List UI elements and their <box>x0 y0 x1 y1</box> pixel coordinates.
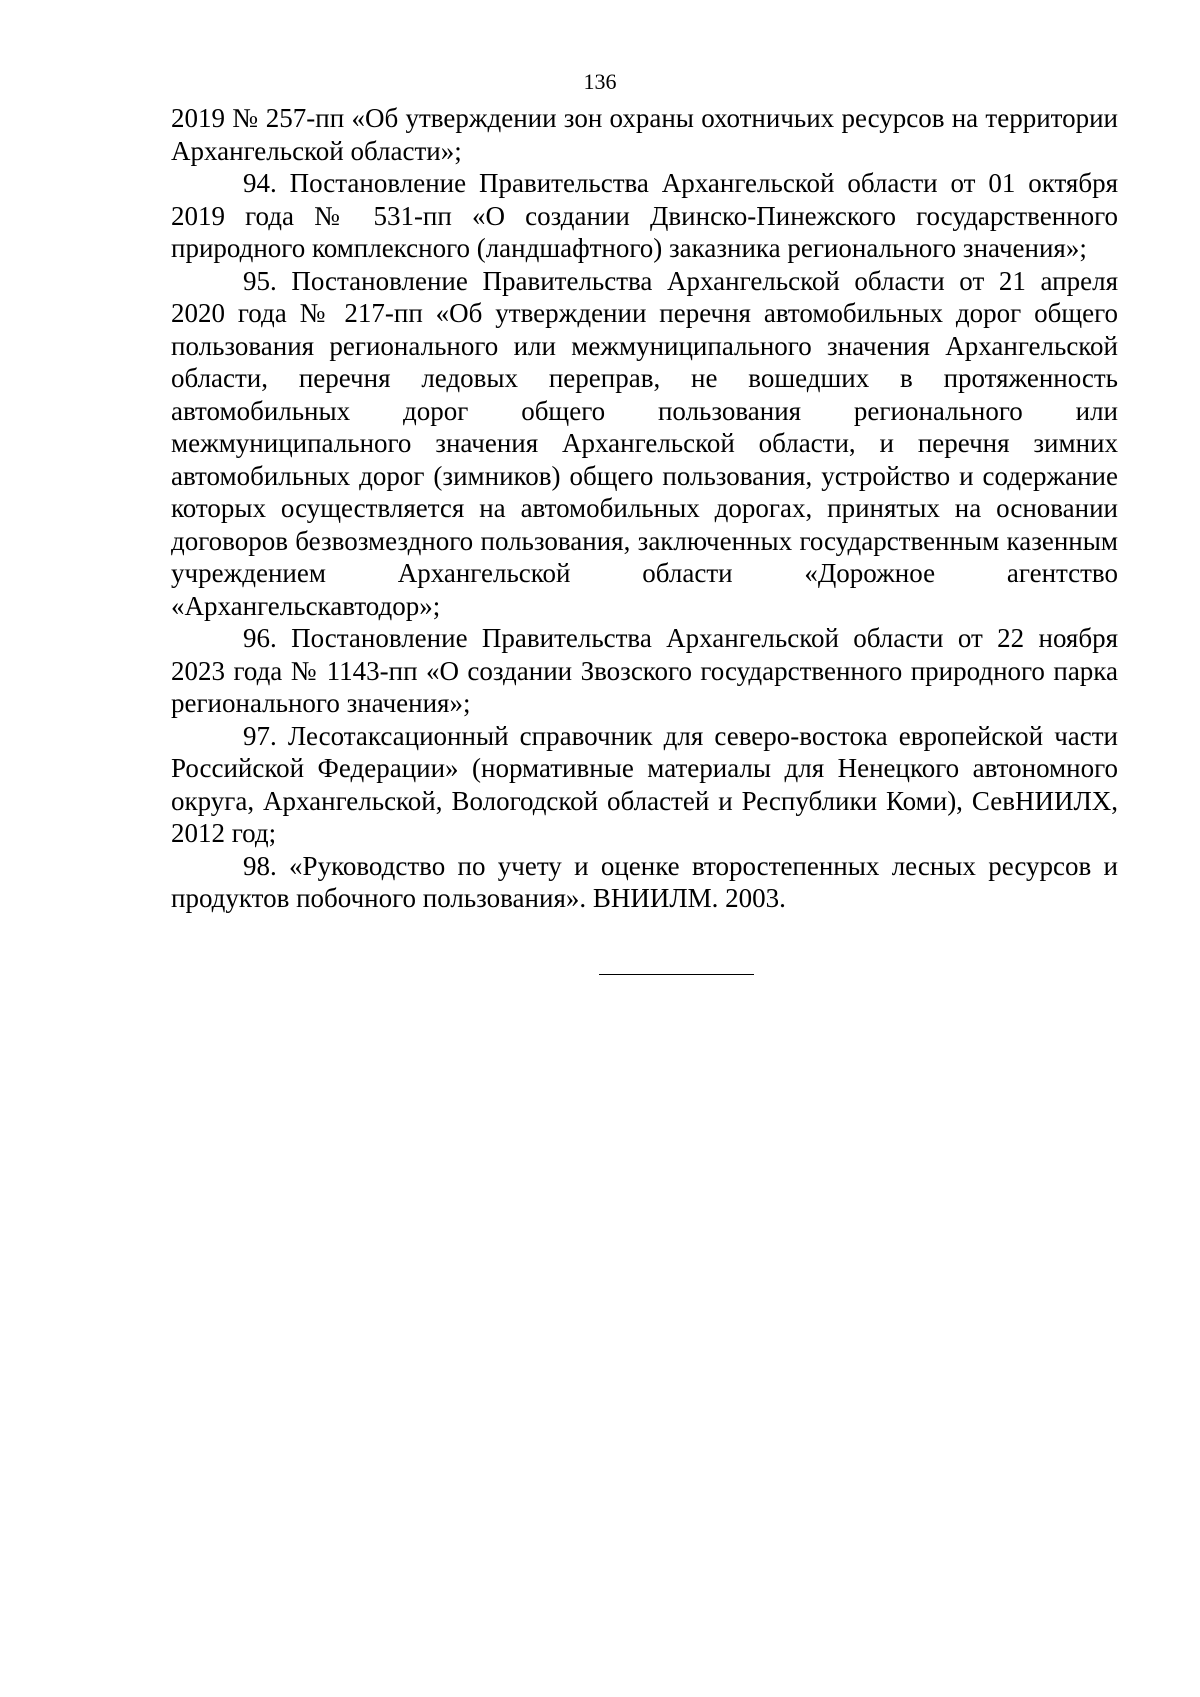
end-of-document-rule <box>599 974 754 975</box>
list-item-97: 97. Лесотаксационный справочник для северо-востока европейской части Российской Федерации» (нормативные материалы для Ненецкого автономного округа, Архангельской, Вологодской областей и Республики Коми), СевНИИЛХ, 2012 год; <box>171 720 1118 848</box>
list-item-94: 94. Постановление Правительства Архангельской области от 01 октября 2019 года № 531-пп «О создании Двинско-Пинежского государственного природного комплексного (ландшафтного) заказника регионального значения»; <box>171 168 1118 263</box>
paragraph-continuation: 2019 № 257-пп «Об утверждении зон охраны охотничьих ресурсов на территории Архангельской области»; <box>171 103 1118 166</box>
list-item-98: 98. «Руководство по учету и оценке второстепенных лесных ресурсов и продуктов побочного пользования». ВНИИЛМ. 2003. <box>171 850 1118 913</box>
list-item-96: 96. Постановление Правительства Архангельской области от 22 ноября 2023 года № 1143-пп «О создании Звозского государственного природного парка регионального значения»; <box>171 623 1118 718</box>
page-number: 136 <box>583 69 617 94</box>
list-item-95: 95. Постановление Правительства Архангельской области от 21 апреля 2020 года № 217-пп «Об утверждении перечня автомобильных дорог общего пользования регионального или межмуниципального значения Архангельской области, перечня ледовых переправ, не вошедших в протяженность автомобильных дорог общего пользования регионального или межмуниципального значения Архангельской области, и перечня зимних автомобильных дорог (зимников) общего пользования, устройство и содержание которых осуществляется на автомобильных дорогах, принятых на основании договоров безвозмездного пользования, заключенных государственным казенным учреждением Архангельской области «Дорожное агентство «Архангельскавтодор»; <box>171 265 1118 621</box>
document-body <box>171 102 1118 915</box>
